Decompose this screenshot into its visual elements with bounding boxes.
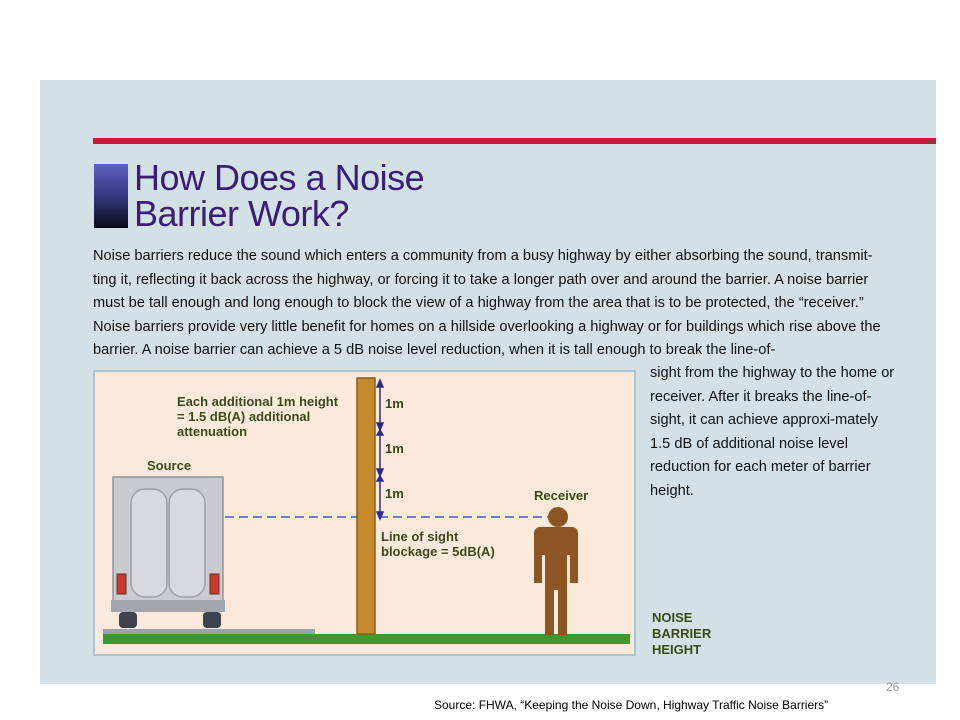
source-citation: Source: FHWA, “Keeping the Noise Down, Highway Traffic Noise Barriers” [434,698,829,712]
body-paragraph: Noise barriers reduce the sound which enters a community from a busy highway by either absorbing the sound, transmit-ting it, reflecting it back across the highway, or forcing it to take a longer path over and around the barrier. A noise barrier must be tall enough and long enough to block the view of a highway from the area that is to be protected, the “receiver.” Noise barriers provide very little benefit for homes on a hillside overlooking a highway or for buildings which rise above the barrier. A noise barrier can achieve a 5 dB noise level reduction, when it is tall enough to break the line-of- [93,248,881,358]
noise-barrier-height-label: NOISE BARRIER HEIGHT [652,610,712,657]
truck-icon [111,477,225,628]
page-number: 26 [886,680,900,694]
body-paragraph-continued: sight from the highway to the home or receiver. After it breaks the line-of-sight, it can achieve approxi-mately 1.5 dB of additional noise level reduction for each meter of barrier height. [650,365,895,499]
grass-ground [103,634,630,644]
line-of-sight-label: Line of sight blockage = 5dB(A) [381,529,495,559]
title-line-1: How Does a Noise [134,157,425,198]
accent-rule [93,138,936,144]
title-line-2: Barrier Work? [134,193,349,234]
additional-height-label: Each additional 1m height = 1.5 dB(A) additional attenuation [177,394,339,439]
meter-label-3: 1m [385,486,404,501]
receiver-person-icon [534,507,578,635]
noise-barrier-diagram [93,370,636,656]
height-arrows [377,380,383,519]
title-marker [94,164,128,228]
page-title [134,157,425,234]
barrier-wall [357,378,375,634]
receiver-label: Receiver [534,488,589,503]
meter-label-1: 1m [385,396,404,411]
source-label: Source [147,458,192,473]
meter-label-2: 1m [385,441,404,456]
